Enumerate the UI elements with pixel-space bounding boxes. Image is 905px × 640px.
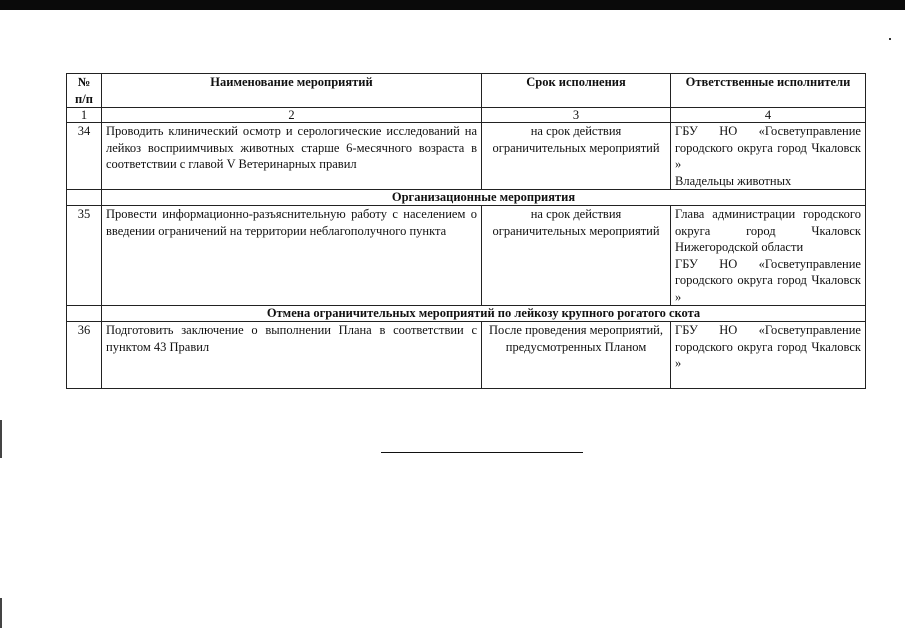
responsible-entry: ГБУ НО «Госветуправление городского округа город Чкаловск » [675, 124, 861, 171]
section-row [67, 190, 866, 206]
column-number: 3 [482, 108, 671, 123]
column-number: 1 [67, 108, 102, 123]
row-activity: Проводить клинический осмотр и серологические исследований на лейкоз восприимчивых животных старше 6-месячного возраста в соответствии с главой V Ветеринарных правил [102, 123, 482, 190]
scan-left-edge-mark [0, 420, 2, 458]
column-number: 2 [102, 108, 482, 123]
header-term: Срок исполнения [482, 74, 671, 108]
responsible-entry: Владельцы животных [675, 173, 792, 188]
row-number: 36 [67, 322, 102, 389]
responsible-entry: Глава администрации городского округа город Чкаловск Нижегородской области [675, 207, 861, 254]
row-responsible [671, 322, 866, 389]
row-term: на срок действия ограничительных мероприятий [482, 206, 671, 306]
row-number: 35 [67, 206, 102, 306]
header-responsible: Ответственные исполнители [671, 74, 866, 108]
row-term: После проведения мероприятий, предусмотренных Планом [482, 322, 671, 389]
column-number: 4 [671, 108, 866, 123]
row-responsible [671, 206, 866, 306]
responsible-entry: ГБУ НО «Госветуправление городского округа город Чкаловск » [675, 256, 861, 304]
section-title: Отмена ограничительных мероприятий по лейкозу крупного рогатого скота [102, 306, 866, 322]
responsible-entry: ГБУ НО «Госветуправление городского округа город Чкаловск » [675, 323, 861, 370]
column-number-row [67, 108, 866, 123]
row-activity: Подготовить заключение о выполнении Плана в соответствии с пунктом 43 Правил [102, 322, 482, 389]
section-title: Организационные мероприятия [102, 190, 866, 206]
table-row [67, 123, 866, 190]
header-row [67, 74, 866, 108]
row-term: на срок действия ограничительных мероприятий [482, 123, 671, 190]
scan-top-border [0, 0, 905, 10]
row-responsible [671, 123, 866, 190]
section-num-cell [67, 306, 102, 322]
section-num-cell [67, 190, 102, 206]
plan-table [66, 73, 866, 389]
header-num: № п/п [67, 74, 102, 108]
table-row [67, 322, 866, 389]
row-number: 34 [67, 123, 102, 190]
table-row [67, 206, 866, 306]
header-name: Наименование мероприятий [102, 74, 482, 108]
section-row [67, 306, 866, 322]
scan-speck [889, 38, 891, 40]
scan-left-edge-mark [0, 598, 2, 628]
row-activity: Провести информационно-разъяснительную работу с населением о введении ограничений на территории неблагополучного пункта [102, 206, 482, 306]
end-separator-line [381, 452, 583, 453]
